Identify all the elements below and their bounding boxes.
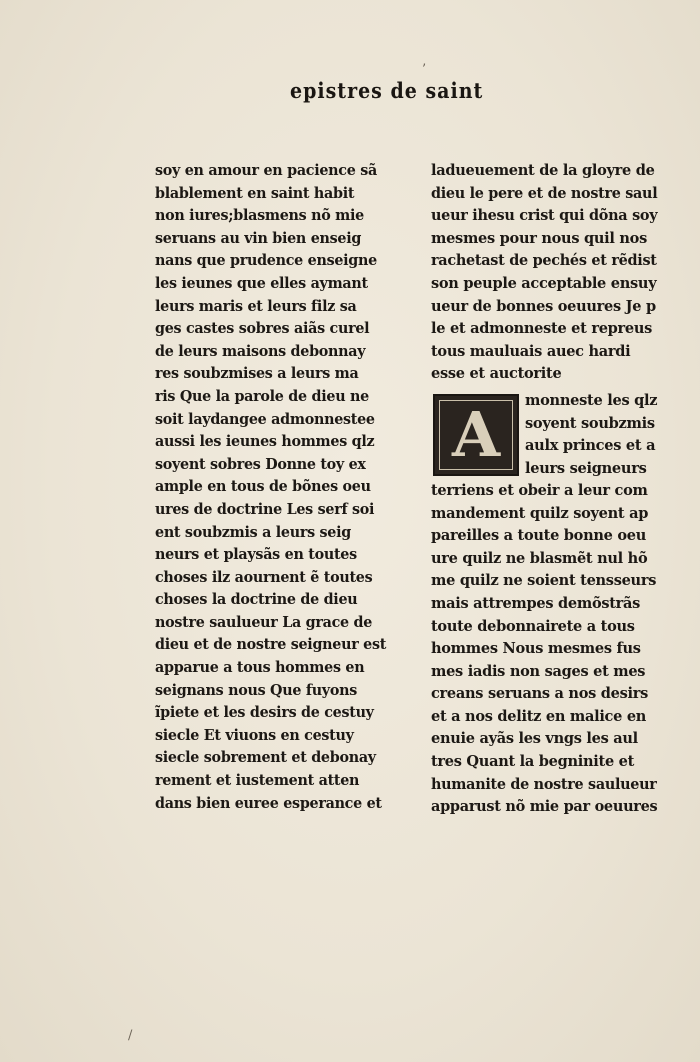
- text-line: nostre saulueur La grace de: [155, 613, 373, 631]
- text-line: siecle Et viuons en cestuy: [155, 726, 354, 744]
- ink-mark: /: [128, 1028, 133, 1043]
- text-line: humanite de nostre saulueur: [431, 775, 657, 793]
- right-column-bottom: [431, 480, 661, 819]
- text-line: soyent sobres Donne toy ex: [155, 455, 366, 473]
- text-line: leurs seigneurs: [525, 459, 647, 477]
- text-line: pareilles a toute bonne oeu: [431, 527, 647, 545]
- text-line: toute debonnairete a tous: [431, 617, 635, 635]
- text-line: apparue a tous hommes en: [155, 659, 365, 677]
- text-line: creans seruans a nos desirs: [431, 685, 649, 703]
- text-line: tous mauluais auec hardi: [431, 342, 631, 360]
- text-line: soy en amour en pacience sã: [155, 162, 377, 179]
- text-line: ent soubzmis a leurs seig: [155, 523, 351, 541]
- text-line: ĩpiete et les desirs de cestuy: [155, 704, 374, 722]
- text-line: tres Quant la begninite et: [431, 753, 635, 771]
- text-line: ample en tous de bõnes oeu: [155, 478, 371, 496]
- text-line: soit laydangee admonnestee: [155, 410, 375, 428]
- text-line: ladueuement de la gloyre de: [431, 162, 655, 179]
- text-line: le et admonneste et repreus: [431, 320, 653, 338]
- text-line: les ieunes que elles aymant: [155, 274, 368, 292]
- text-line: blablement en saint habit: [155, 184, 355, 202]
- right-column: [431, 160, 661, 819]
- text-line: mais attrempes demõstrãs: [431, 594, 641, 612]
- text-line: apparust nõ mie par oeuures: [431, 798, 658, 816]
- text-line: res soubzmises a leurs ma: [155, 365, 359, 383]
- text-line: me quilz ne soient tensseurs: [431, 572, 657, 590]
- text-line: neurs et playsãs en toutes: [155, 546, 357, 564]
- text-line: nans que prudence enseigne: [155, 252, 377, 270]
- initial-letter: A: [451, 397, 501, 471]
- running-head: epistres de saint: [290, 78, 484, 104]
- text-line: non iures;blasmens nõ mie: [155, 207, 364, 225]
- text-line: ure quilz ne blasmẽt nul hõ: [431, 549, 648, 567]
- right-column-wrap-lines: [525, 390, 659, 480]
- text-line: aulx princes et a: [525, 437, 656, 455]
- text-line: choses ilz aournent ẽ toutes: [155, 568, 373, 586]
- text-line: monneste les qlz: [525, 391, 658, 409]
- text-line: seruans au vin bien enseig: [155, 229, 362, 247]
- decorated-initial-icon: [433, 394, 519, 476]
- text-line: mandement quilz soyent ap: [431, 504, 649, 522]
- text-line: de leurs maisons debonnay: [155, 342, 366, 360]
- text-line: leurs maris et leurs filz sa: [155, 297, 357, 315]
- text-line: mes iadis non sages et mes: [431, 662, 646, 680]
- text-line: rement et iustement atten: [155, 772, 360, 790]
- text-line: rachetast de pechés et rẽdist: [431, 252, 657, 270]
- text-line: esse et auctorite: [431, 365, 562, 383]
- text-line: ris Que la parole de dieu ne: [155, 387, 369, 405]
- text-line: ges castes sobres aiãs curel: [155, 320, 370, 338]
- text-line: seignans nous Que fuyons: [155, 681, 357, 699]
- text-line: siecle sobrement et debonay: [155, 749, 376, 767]
- text-line: dieu le pere et de nostre saul: [431, 184, 658, 202]
- text-line: terriens et obeir a leur com: [431, 481, 648, 499]
- text-line: ures de doctrine Les serf soi: [155, 500, 375, 518]
- text-line: son peuple acceptable ensuy: [431, 274, 657, 292]
- text-line: ueur ihesu crist qui dõna soy: [431, 207, 658, 225]
- decorated-initial-block: [431, 390, 661, 480]
- text-line: hommes Nous mesmes fus: [431, 640, 641, 658]
- text-line: choses la doctrine de dieu: [155, 591, 358, 609]
- text-line: dieu et de nostre seigneur est: [155, 636, 387, 654]
- text-line: soyent soubzmis: [525, 414, 655, 432]
- text-line: enuie ayãs les vngs les aul: [431, 730, 638, 748]
- ink-mark: ’: [422, 62, 427, 77]
- text-line: aussi les ieunes hommes qlz: [155, 433, 375, 451]
- right-column-top: [431, 160, 661, 386]
- left-column: [155, 160, 395, 815]
- text-line: dans bien euree esperance et: [155, 794, 382, 812]
- text-line: et a nos delitz en malice en: [431, 707, 647, 725]
- text-line: mesmes pour nous quil nos: [431, 229, 647, 247]
- text-line: ueur de bonnes oeuures Je p: [431, 297, 656, 315]
